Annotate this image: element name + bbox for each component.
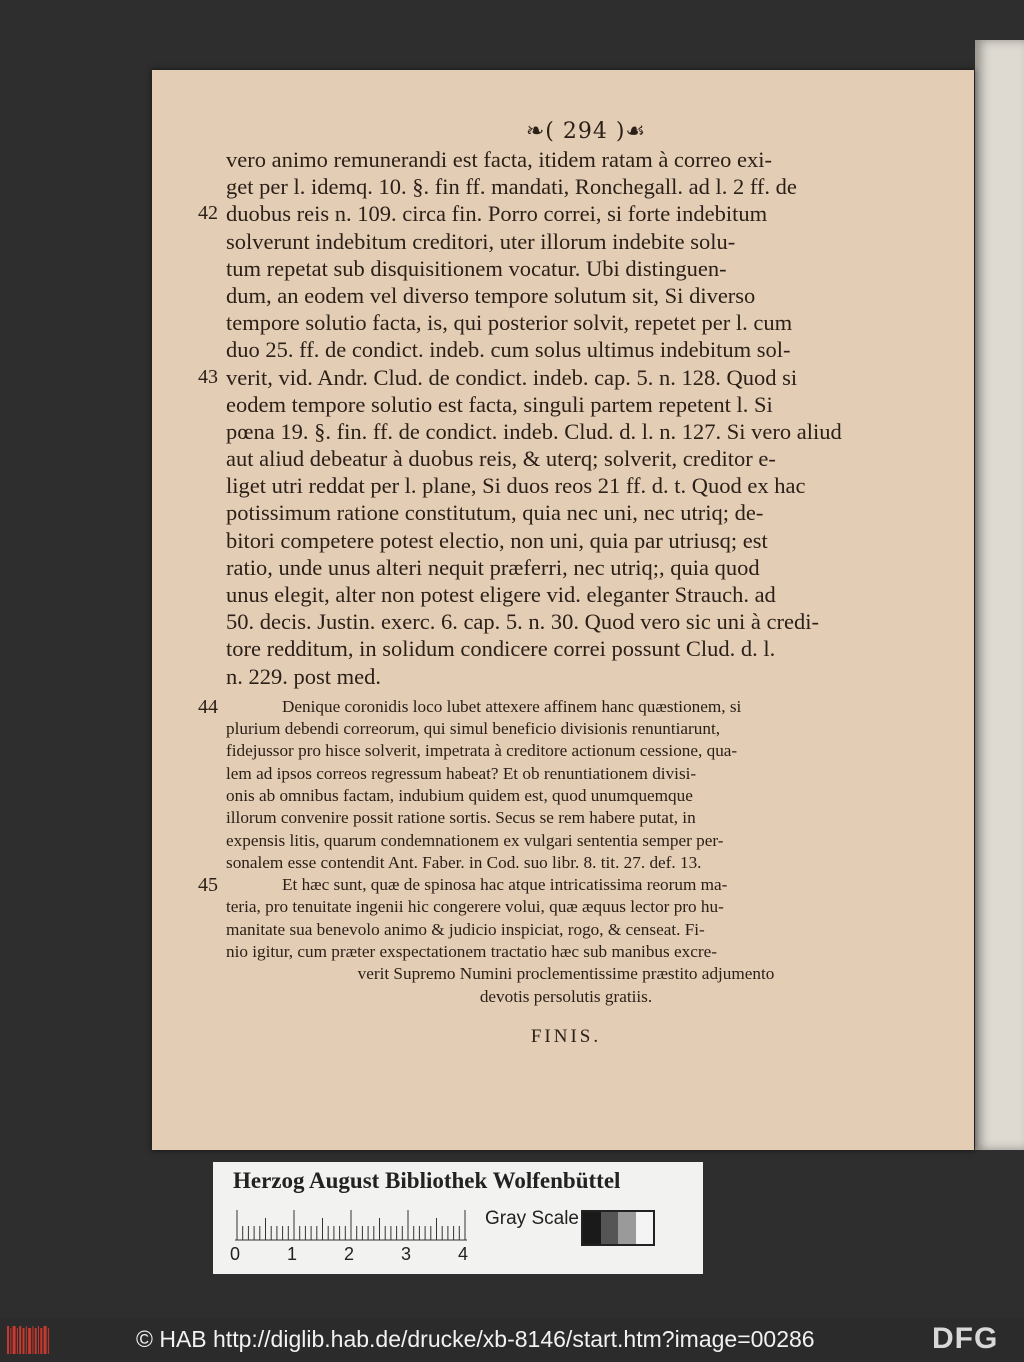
text-line-content: Denique coronidis loco lubet attexere affinem hanc quæstionem, si — [282, 696, 742, 716]
text-line-content: ratio, unde unus alteri nequit præferri, nec utriq;, quia quod — [226, 554, 760, 580]
margin-note-number: 42 — [198, 202, 218, 225]
page-text-area — [198, 118, 906, 1048]
logo-bar — [7, 1326, 9, 1354]
text-line — [226, 472, 906, 499]
text-line-content: expensis litis, quarum condemnationem ex vulgari sententia semper per- — [226, 830, 724, 850]
small-text-block — [198, 695, 906, 1008]
small-text-line — [226, 941, 906, 963]
small-text-line — [226, 830, 906, 852]
small-text-line — [226, 807, 906, 829]
small-text-line — [226, 852, 906, 874]
footer-copyright-url[interactable]: © HAB http://diglib.hab.de/drucke/xb-8146/start.htm?image=00286 — [136, 1326, 815, 1352]
measurement-ruler — [235, 1210, 485, 1242]
text-line-content: sonalem esse contendit Ant. Faber. in Cod. suo libr. 8. tit. 27. def. 13. — [226, 852, 702, 872]
text-line — [198, 364, 906, 391]
logo-bar — [19, 1326, 21, 1354]
logo-bar — [17, 1328, 18, 1354]
text-line — [226, 663, 906, 690]
grayscale-step — [601, 1212, 619, 1244]
text-line-content: verit, vid. Andr. Clud. de condict. indeb. cap. 5. n. 128. Quod si — [226, 364, 798, 390]
small-text-line — [226, 763, 906, 785]
text-line-content: unus elegit, alter non potest eligere vid. eleganter Strauch. ad — [226, 582, 776, 607]
ruler-number: 4 — [458, 1244, 469, 1264]
text-line-content: fidejussor pro hisce solverit, impetrata à creditore actionum cessione, qua- — [226, 741, 738, 761]
grayscale-step — [583, 1212, 601, 1244]
text-line-content: vero animo remunerandi est facta, itidem ratam à correo exi- — [226, 147, 772, 172]
small-text-line — [226, 986, 906, 1008]
text-line — [226, 527, 906, 554]
text-line-content: onis ab omnibus factam, indubium quidem est, quod unumquemque — [226, 785, 693, 805]
ruler-number: 0 — [230, 1244, 241, 1264]
text-line — [226, 228, 906, 255]
text-line-content: illorum convenire possit ratione sortis. Secus se rem habere putat, in — [226, 808, 696, 828]
book-page — [152, 70, 974, 1150]
small-text-line — [226, 963, 906, 985]
logo-bar — [32, 1326, 33, 1354]
logo-bar — [35, 1328, 37, 1354]
text-line-content: bitori competere potest electio, non uni, quia par utriusq; est — [226, 527, 768, 553]
text-line — [226, 635, 906, 662]
small-text-line — [198, 695, 906, 718]
text-line-content: verit Supremo Numini proclementissime præstito adjumento — [357, 964, 775, 984]
text-line-content: n. 229. post med. — [226, 663, 381, 689]
dfg-logo: DFG — [932, 1322, 999, 1355]
text-line-content: lem ad ipsos correos regressum habeat? Et ob renuntiationem divisi- — [226, 763, 697, 783]
text-line — [226, 146, 906, 173]
ruler-numbers — [230, 1244, 480, 1268]
text-line — [226, 608, 906, 635]
small-text-line — [226, 718, 906, 740]
logo-bar — [44, 1326, 47, 1354]
text-line-content: get per l. idemq. 10. §. fin ff. mandati, Ronchegall. ad l. 2 ff. de — [226, 174, 797, 200]
ornament-left-icon: ❧ — [525, 119, 546, 144]
logo-bar — [38, 1326, 39, 1354]
hab-barcode-logo-icon — [6, 1324, 46, 1356]
text-line-content: potissimum ratione constitutum, quia nec uni, nec utriq; de- — [226, 500, 764, 526]
grayscale-step — [618, 1212, 636, 1244]
footer-bar — [0, 1318, 1024, 1362]
text-line — [226, 282, 906, 309]
logo-bar — [48, 1328, 49, 1354]
ruler-number: 3 — [401, 1244, 412, 1264]
text-line-content: eodem tempore solutio est facta, singuli partem repetent l. Si — [226, 391, 773, 417]
grayscale-step — [636, 1212, 654, 1244]
text-line — [198, 200, 906, 227]
ornament-right-icon: ☙ — [625, 119, 647, 144]
text-line-content: duo 25. ff. de condict. indeb. cum solus ultimus indebitum sol- — [226, 337, 791, 363]
small-text-line — [198, 874, 906, 897]
text-line — [226, 445, 906, 472]
text-line-content: manitate sua benevolo animo & judicio inspiciat, rogo, & censeat. Fi- — [226, 919, 705, 939]
text-line — [226, 581, 906, 608]
page-number-text: ( 294 ) — [545, 119, 626, 144]
small-text-line — [226, 740, 906, 762]
logo-bar — [23, 1328, 25, 1354]
logo-bar — [13, 1326, 16, 1354]
text-line-content: Et hæc sunt, quæ de spinosa hac atque intricatissima reorum ma- — [282, 875, 728, 895]
ruler-number: 2 — [344, 1244, 355, 1264]
page-number — [266, 118, 906, 146]
logo-bar — [40, 1328, 42, 1354]
logo-bar — [10, 1328, 11, 1354]
text-line-content: solverunt indebitum creditori, uter illorum indebite solu- — [226, 228, 736, 254]
text-line — [226, 391, 906, 418]
text-line-content: 50. decis. Justin. exerc. 6. cap. 5. n. 30. Quod vero sic uni à credi- — [226, 609, 819, 635]
logo-bar — [26, 1326, 27, 1354]
small-text-line — [226, 785, 906, 807]
ruler-number: 1 — [287, 1244, 298, 1264]
text-line — [226, 418, 906, 445]
text-line-content: teria, pro tenuitate ingenii hic congerere volui, quæ æquus lector pro hu- — [226, 897, 724, 917]
text-line — [226, 309, 906, 336]
margin-note-number: 45 — [198, 874, 218, 897]
margin-note-number: 43 — [198, 365, 218, 388]
text-line-content: tempore solutio facta, is, qui posterior solvit, repetet per l. cum — [226, 310, 793, 336]
text-line — [226, 554, 906, 581]
small-text-line — [226, 919, 906, 941]
adjacent-page-edge — [975, 40, 1024, 1150]
text-line-content: tore redditum, in solidum condicere correi possunt Clud. d. l. — [226, 636, 776, 662]
grayscale-swatch — [581, 1210, 655, 1246]
text-line-content: nio igitur, cum præter exspectationem tractatio hæc sub manibus excre- — [226, 942, 717, 962]
text-line-content: tum repetat sub disquisitionem vocatur. Ubi distinguen- — [226, 255, 727, 281]
text-line-content: devotis persolutis gratiis. — [479, 986, 653, 1006]
text-line — [226, 336, 906, 363]
text-line — [226, 499, 906, 526]
text-line-content: plurium debendi correorum, qui simul beneficio divisionis renuntiarunt, — [226, 719, 721, 739]
finis-text: FINIS. — [530, 1025, 602, 1047]
margin-note-number: 44 — [198, 695, 218, 718]
text-line — [226, 255, 906, 282]
grayscale-label: Gray Scale — [485, 1208, 579, 1229]
main-text-block — [198, 146, 906, 690]
library-name: Herzog August Bibliothek Wolfenbüttel — [233, 1168, 621, 1193]
small-text-line — [226, 896, 906, 918]
logo-bar — [28, 1328, 31, 1354]
text-line-content: pœna 19. §. fin. ff. de condict. indeb. Clud. d. l. n. 127. Si vero aliud — [226, 418, 842, 444]
text-line-content: liget utri reddat per l. plane, Si duos reos 21 ff. d. t. Quod ex hac — [226, 473, 806, 499]
library-label-card — [213, 1162, 703, 1274]
text-line-content: duobus reis n. 109. circa fin. Porro correi, si forte indebitum — [226, 201, 768, 227]
text-line-content: aut aliud debeatur à duobus reis, & uterq; solverit, creditor e- — [226, 446, 776, 472]
text-line — [226, 173, 906, 200]
text-line-content: dum, an eodem vel diverso tempore solutum sit, Si diverso — [226, 282, 756, 308]
